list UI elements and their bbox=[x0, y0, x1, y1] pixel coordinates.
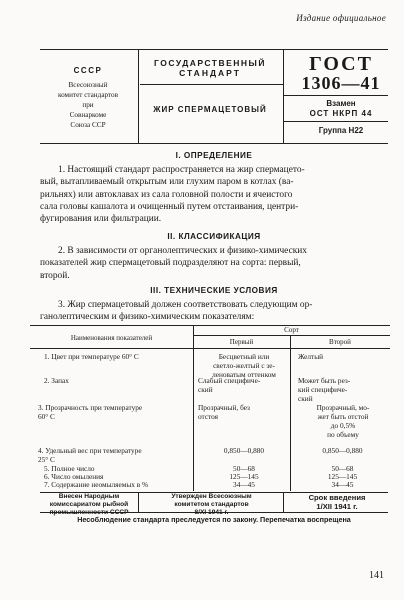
table-cell-first: 50—68 bbox=[233, 464, 255, 473]
header-mid-rule bbox=[140, 84, 283, 85]
table-head-rule bbox=[30, 348, 390, 349]
instead-value: ОСТ НКРП 44 bbox=[309, 109, 373, 118]
section-2-title: II. КЛАССИФИКАЦИЯ bbox=[167, 232, 261, 241]
cell-line: Желтый bbox=[298, 352, 324, 361]
footer-line: Утвержден Всесоюзным bbox=[171, 493, 252, 500]
paragraph-line: 3. Жир спермацетовый должен соответствовать следующим ор- bbox=[58, 300, 313, 310]
cell-line: леноватым оттенком bbox=[212, 370, 276, 379]
cell-line: Прозрачный, мо- bbox=[316, 403, 370, 412]
table-cell-first bbox=[198, 403, 290, 421]
table-cell-second: 34—45 bbox=[331, 480, 354, 489]
row-name: 3. Прозрачность при температуре bbox=[38, 403, 143, 412]
cell-line: жет быть отстой bbox=[317, 412, 369, 421]
header-divider-1 bbox=[138, 49, 139, 143]
header-bottom-rule bbox=[40, 143, 388, 144]
row-name: 1. Цвет при температуре 60° С bbox=[44, 352, 139, 361]
table-divider-1 bbox=[193, 325, 194, 491]
header-gost-rule bbox=[283, 95, 388, 96]
warning-notice: Несоблюдение стандарта преследуется по закону. Перепечатка воспрещена bbox=[77, 515, 351, 524]
table-cell-first bbox=[198, 352, 290, 379]
footer-approved bbox=[140, 489, 283, 517]
table-cell-second bbox=[298, 352, 388, 361]
authority-line: Совнаркоме bbox=[69, 111, 107, 119]
cell-line: Может быть рез- bbox=[298, 376, 351, 385]
table-row bbox=[44, 376, 190, 385]
cell-line: отстоя bbox=[198, 412, 219, 421]
authority-block bbox=[40, 80, 136, 130]
gost-number: 1306—41 bbox=[301, 73, 381, 93]
column-header-first: Первый bbox=[229, 338, 254, 346]
footer-submitted bbox=[40, 489, 138, 517]
table-row: 6. Число омыления bbox=[44, 472, 104, 481]
page-number: 141 bbox=[369, 570, 384, 581]
state-standard-line1: ГОСУДАРСТВЕННЫЙ bbox=[154, 58, 266, 68]
group-label: Группа Н22 bbox=[318, 126, 364, 135]
product-title: ЖИР СПЕРМАЦЕТОВЫЙ bbox=[153, 105, 267, 114]
header-group-rule bbox=[283, 121, 388, 122]
paragraph-line: 2. В зависимости от органолептических и физико-химических bbox=[58, 246, 307, 256]
paragraph-line: фугирования или фильтрации. bbox=[40, 214, 162, 225]
table-row: 5. Полное число bbox=[44, 464, 95, 473]
cell-line: ский bbox=[198, 385, 213, 394]
cell-line: по объему bbox=[327, 430, 359, 439]
table-row bbox=[44, 352, 190, 361]
row-name: 60° С bbox=[38, 412, 55, 421]
table-sort-rule bbox=[193, 335, 390, 336]
instead-label: Взамен bbox=[326, 99, 356, 108]
state-standard-line2: СТАНДАРТ bbox=[179, 68, 241, 78]
table-cell-first: 34—45 bbox=[233, 480, 255, 489]
cell-line: до 0,5% bbox=[330, 421, 356, 430]
country-label: СССР bbox=[73, 66, 103, 75]
paragraph-line: рильнях) или автоклавах из сала головной полости и ячеистого bbox=[40, 189, 293, 200]
authority-line: Всесоюзный bbox=[68, 81, 108, 89]
footer-line: Внесен Народным bbox=[58, 493, 120, 500]
table-cell-first bbox=[198, 376, 290, 394]
authority-line: комитет стандартов bbox=[57, 91, 119, 99]
header-divider-2 bbox=[283, 49, 284, 143]
footer-line: комиссариатом рыбной bbox=[49, 501, 129, 508]
paragraph-line: показателей жир спермацетовый подразделяют на сорта: первый, bbox=[40, 258, 301, 269]
row-name: 4. Удельный вес при температуре bbox=[38, 446, 142, 455]
cell-line: Прозрачный, без bbox=[198, 403, 250, 412]
table-row bbox=[38, 446, 188, 464]
table-cell-second: 125—145 bbox=[327, 472, 358, 481]
footer-line: промышленности СССР bbox=[49, 509, 129, 516]
footer-divider-1 bbox=[138, 492, 139, 512]
row-name: 25° С bbox=[38, 455, 55, 464]
column-header-second: Второй bbox=[329, 338, 351, 346]
cell-line: ский bbox=[298, 394, 313, 403]
section-3-title: III. ТЕХНИЧЕСКИЕ УСЛОВИЯ bbox=[150, 286, 278, 295]
row-name: 2. Запах bbox=[44, 376, 69, 385]
edition-label: Издание официальное bbox=[296, 13, 386, 23]
paragraph-line: второй. bbox=[40, 270, 70, 281]
table-cell-second: 0,850—0,880 bbox=[322, 446, 363, 455]
cell-line: кий специфиче- bbox=[298, 385, 348, 394]
column-header-name: Наименования показателей bbox=[70, 334, 153, 342]
footer-line: комитетом стандартов bbox=[174, 501, 249, 508]
table-cell-second bbox=[298, 376, 388, 403]
section-2-body bbox=[40, 245, 388, 282]
section-1-body bbox=[40, 164, 388, 225]
footer-divider-2 bbox=[283, 492, 284, 512]
authority-line: Союза ССР bbox=[70, 121, 106, 129]
table-cell-first: 0,850—0,880 bbox=[223, 446, 265, 455]
table-row: 7. Содержание неомыляемых в % bbox=[44, 480, 149, 489]
cell-line: светло-желтый с зе- bbox=[213, 361, 275, 370]
paragraph-line: вый, вытапливаемый открытым или глухим паром в котлах (ва- bbox=[40, 177, 294, 188]
section-1-title: I. ОПРЕДЕЛЕНИЕ bbox=[175, 151, 253, 160]
footer-effective bbox=[286, 492, 388, 511]
table-cell-second bbox=[298, 403, 388, 439]
header-top-rule bbox=[40, 49, 388, 50]
footer-line: Срок введения bbox=[308, 493, 366, 502]
cell-line: Слабый специфиче- bbox=[198, 376, 261, 385]
section-3-body bbox=[40, 299, 388, 324]
table-row bbox=[38, 403, 188, 421]
paragraph-line: сала головы кашалота и очищенный путем отстаивания, центри- bbox=[40, 201, 299, 212]
footer-line: 8/XI 1941 г. bbox=[194, 509, 229, 516]
cell-line: Бесцветный или bbox=[218, 352, 270, 361]
paragraph-line: 1. Настоящий стандарт распространяется на жир спермацето- bbox=[58, 165, 305, 175]
table-cell-first: 125—145 bbox=[229, 472, 259, 481]
footer-line: 1/XII 1941 г. bbox=[316, 502, 358, 511]
authority-line: при bbox=[82, 101, 94, 109]
paragraph-line: ганолептическим и физико-химическим показателям: bbox=[40, 312, 255, 323]
table-divider-2 bbox=[290, 335, 291, 491]
table-cell-second: 50—68 bbox=[331, 464, 354, 473]
column-header-sort: Сорт bbox=[284, 326, 299, 334]
gost-label: ГОСТ bbox=[309, 53, 373, 75]
